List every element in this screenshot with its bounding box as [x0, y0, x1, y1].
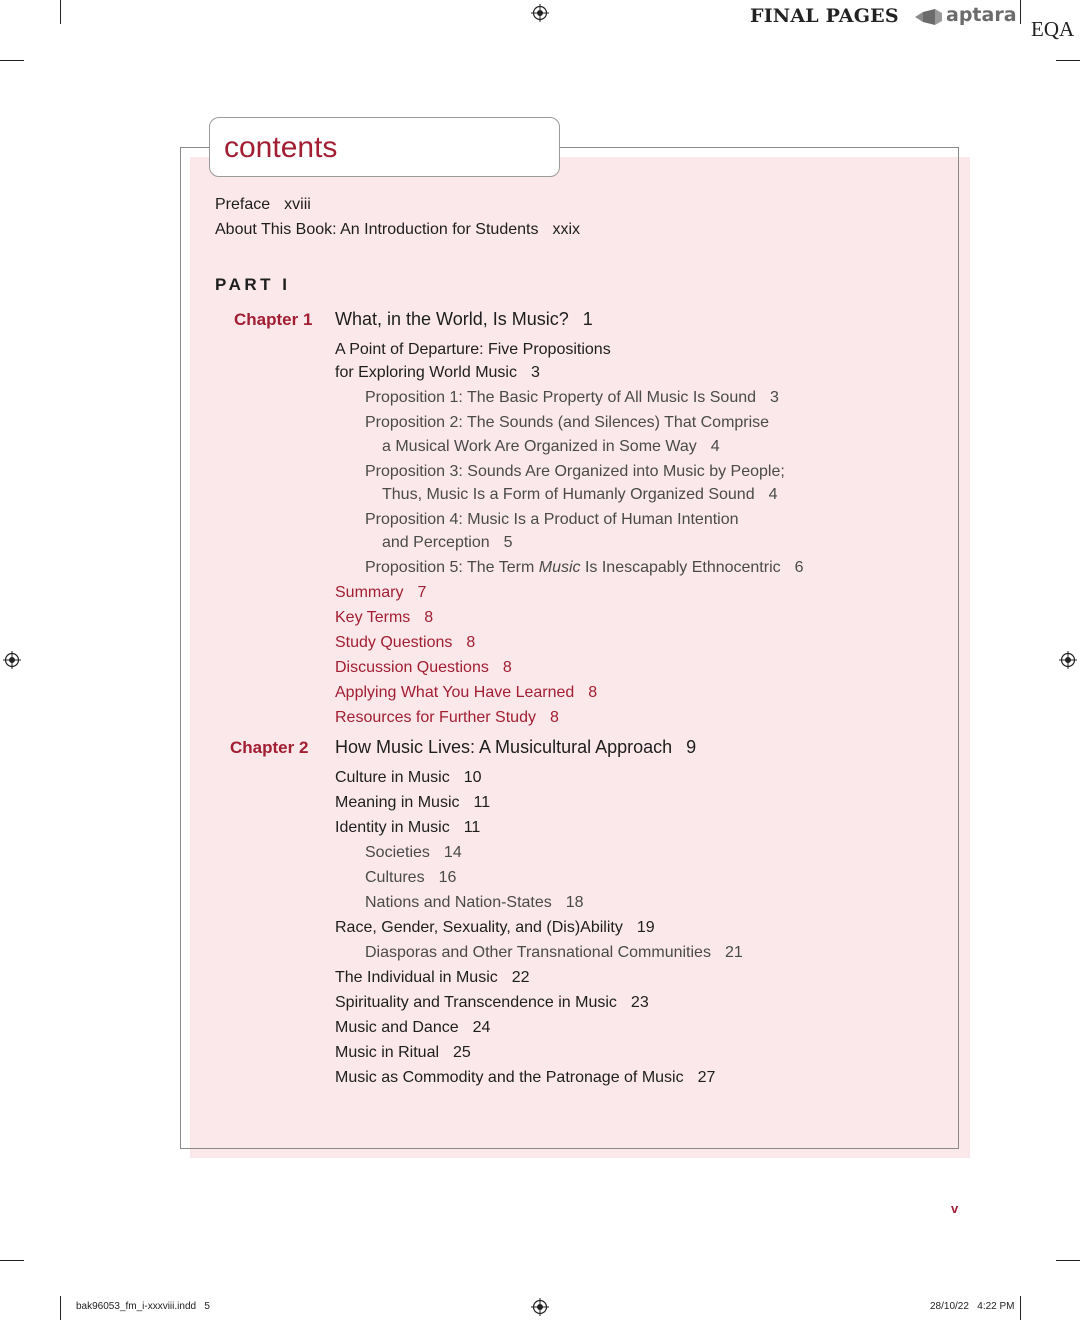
- toc-entry-proposition-2[interactable]: [365, 414, 769, 432]
- toc-entry[interactable]: [335, 969, 530, 987]
- toc-entry-label: Music as Commodity and the Patronage of Music: [335, 1069, 684, 1086]
- registration-target-icon: [1059, 651, 1077, 669]
- toc-entry-preface[interactable]: [215, 196, 311, 214]
- file-slug: bak96053_fm_i-xxxviii.indd 5: [76, 1301, 210, 1312]
- toc-entry[interactable]: [335, 1019, 490, 1037]
- crop-mark: [0, 60, 24, 61]
- toc-entry-page: xxix: [552, 221, 581, 238]
- toc-entry-page: 8: [502, 659, 512, 676]
- toc-entry[interactable]: [365, 894, 584, 912]
- toc-entry[interactable]: [365, 844, 462, 862]
- chapter-title-text: What, in the World, Is Music?: [335, 309, 569, 329]
- toc-entry-page: 9: [686, 737, 697, 757]
- crop-mark: [1056, 1260, 1080, 1261]
- toc-entry[interactable]: [335, 994, 649, 1012]
- toc-entry-page: 19: [636, 919, 655, 936]
- toc-entry[interactable]: [335, 1069, 715, 1087]
- toc-entry-label: for Exploring World Music: [335, 364, 517, 381]
- toc-entry-proposition-2-cont[interactable]: [382, 438, 720, 456]
- toc-entry-proposition-4-cont[interactable]: [382, 534, 513, 552]
- final-pages-label: FINAL PAGES: [750, 5, 899, 27]
- part-heading: PART I: [215, 275, 291, 294]
- chapter-1-label: Chapter 1: [234, 310, 313, 329]
- toc-entry[interactable]: [365, 944, 743, 962]
- toc-entry-proposition-1[interactable]: [365, 389, 779, 407]
- toc-entry-label: Nations and Nation-States: [365, 894, 552, 911]
- toc-entry-page: 14: [443, 844, 462, 861]
- timestamp-slug: 28/10/22 4:22 PM: [930, 1301, 1015, 1312]
- toc-entry-label: Key Terms: [335, 609, 411, 626]
- toc-entry-proposition-4[interactable]: [365, 511, 739, 529]
- toc-entry-label: Proposition 3: Sounds Are Organized into Music by People;: [365, 463, 785, 480]
- toc-entry-page: 6: [794, 559, 804, 576]
- toc-entry-page: 25: [453, 1044, 471, 1061]
- toc-entry-label: Summary: [335, 584, 404, 601]
- toc-entry-page: 3: [530, 364, 540, 381]
- toc-entry-page: 8: [466, 634, 476, 651]
- toc-entry-point-of-departure[interactable]: [335, 341, 611, 359]
- toc-entry-label: Music and Dance: [335, 1019, 459, 1036]
- toc-entry-label-italic: Music: [538, 559, 581, 576]
- registration-target-icon: [531, 1298, 549, 1316]
- toc-entry-label: Identity in Music: [335, 819, 450, 836]
- aptara-logo-icon: [913, 8, 943, 26]
- registration-target-icon: [531, 4, 549, 22]
- chapter-1-title[interactable]: [335, 309, 593, 330]
- toc-entry-label: Music in Ritual: [335, 1044, 440, 1061]
- toc-entry-page: 18: [565, 894, 584, 911]
- crop-mark: [1020, 1296, 1021, 1320]
- toc-entry-label: A Point of Departure: Five Propositions: [335, 341, 611, 358]
- toc-entry-label: Proposition 2: The Sounds (and Silences) That Comprise: [365, 414, 770, 431]
- toc-entry-label: Spirituality and Transcendence in Music: [335, 994, 617, 1011]
- toc-entry-label: Proposition 5: The Term: [365, 559, 535, 576]
- toc-entry-end-matter[interactable]: [335, 709, 559, 727]
- crop-mark: [60, 0, 61, 24]
- toc-entry-label: Cultures: [365, 869, 425, 886]
- toc-entry-page: 3: [770, 389, 779, 406]
- toc-entry-page: 11: [463, 819, 481, 836]
- toc-entry-label: Meaning in Music: [335, 794, 460, 811]
- toc-entry-label: Applying What You Have Learned: [335, 684, 575, 701]
- toc-entry-end-matter[interactable]: [335, 659, 512, 677]
- crop-mark: [1056, 60, 1080, 61]
- registration-target-icon: [3, 651, 21, 669]
- toc-entry-proposition-5[interactable]: [365, 559, 804, 577]
- toc-entry-page: 4: [768, 486, 778, 503]
- toc-entry-page: 10: [463, 769, 482, 786]
- toc-entry-label: Societies: [365, 844, 430, 861]
- toc-entry-end-matter[interactable]: [335, 634, 475, 652]
- crop-mark: [0, 1260, 24, 1261]
- toc-entry-end-matter[interactable]: [335, 584, 426, 602]
- toc-entry-label: Diasporas and Other Transnational Communities: [365, 944, 711, 961]
- page-folio: v: [951, 1201, 959, 1216]
- chapter-title-text: How Music Lives: A Musicultural Approach: [335, 737, 673, 757]
- toc-entry-label: The Individual in Music: [335, 969, 498, 986]
- toc-entry-page: 22: [511, 969, 530, 986]
- toc-entry-page: 4: [710, 438, 720, 455]
- toc-entry-label: Proposition 4: Music Is a Product of Human Intention: [365, 511, 739, 528]
- eqa-label: EQA: [1031, 17, 1075, 41]
- toc-entry-label: Preface: [215, 196, 271, 213]
- toc-entry-page: 7: [417, 584, 427, 601]
- toc-entry-label: Resources for Further Study: [335, 709, 536, 726]
- toc-entry-end-matter[interactable]: [335, 684, 597, 702]
- toc-entry[interactable]: [365, 869, 456, 887]
- toc-entry-proposition-3-cont[interactable]: [382, 486, 778, 504]
- toc-entry-label: Thus, Music Is a Form of Humanly Organized Sound: [382, 486, 755, 503]
- chapter-2-label: Chapter 2: [230, 738, 309, 757]
- toc-entry-proposition-3[interactable]: [365, 463, 785, 481]
- toc-entry[interactable]: [335, 1044, 471, 1062]
- toc-entry-label: Culture in Music: [335, 769, 450, 786]
- toc-entry-page: 8: [424, 609, 434, 626]
- toc-entry-page: 8: [588, 684, 598, 701]
- toc-entry-page: 5: [503, 534, 513, 551]
- toc-entry-page: 16: [438, 869, 457, 886]
- aptara-wordmark: aptara: [946, 4, 1017, 26]
- toc-entry[interactable]: [335, 819, 480, 837]
- toc-entry-label: About This Book: An Introduction for Students: [215, 221, 539, 238]
- toc-entry-label: and Perception: [382, 534, 490, 551]
- toc-entry-page: 23: [630, 994, 649, 1011]
- toc-entry[interactable]: [335, 794, 490, 812]
- chapter-2-title[interactable]: [335, 737, 696, 758]
- toc-entry-about-this-book[interactable]: [215, 221, 580, 239]
- toc-entry[interactable]: [335, 769, 482, 787]
- toc-entry-page: 1: [582, 309, 593, 329]
- toc-entry-label: Study Questions: [335, 634, 453, 651]
- toc-entry-page: 21: [724, 944, 743, 961]
- toc-entry-label: Proposition 1: The Basic Property of All Music Is Sound: [365, 389, 757, 406]
- crop-mark: [1020, 0, 1021, 24]
- toc-entry-page: xviii: [284, 196, 311, 213]
- toc-entry[interactable]: [335, 919, 655, 937]
- contents-title: contents: [224, 131, 338, 164]
- toc-entry-label: a Musical Work Are Organized in Some Way: [382, 438, 697, 455]
- toc-entry-page: 24: [472, 1019, 491, 1036]
- toc-entry-page: 11: [473, 794, 491, 811]
- toc-entry-label: Discussion Questions: [335, 659, 489, 676]
- toc-entry-label: Is Inescapably Ethnocentric: [584, 559, 781, 576]
- toc-entry-label: Race, Gender, Sexuality, and (Dis)Ability: [335, 919, 623, 936]
- toc-entry-end-matter[interactable]: [335, 609, 433, 627]
- toc-entry-page: 8: [549, 709, 559, 726]
- toc-entry-point-of-departure-cont[interactable]: [335, 364, 540, 382]
- crop-mark: [60, 1296, 61, 1320]
- toc-entry-page: 27: [697, 1069, 716, 1086]
